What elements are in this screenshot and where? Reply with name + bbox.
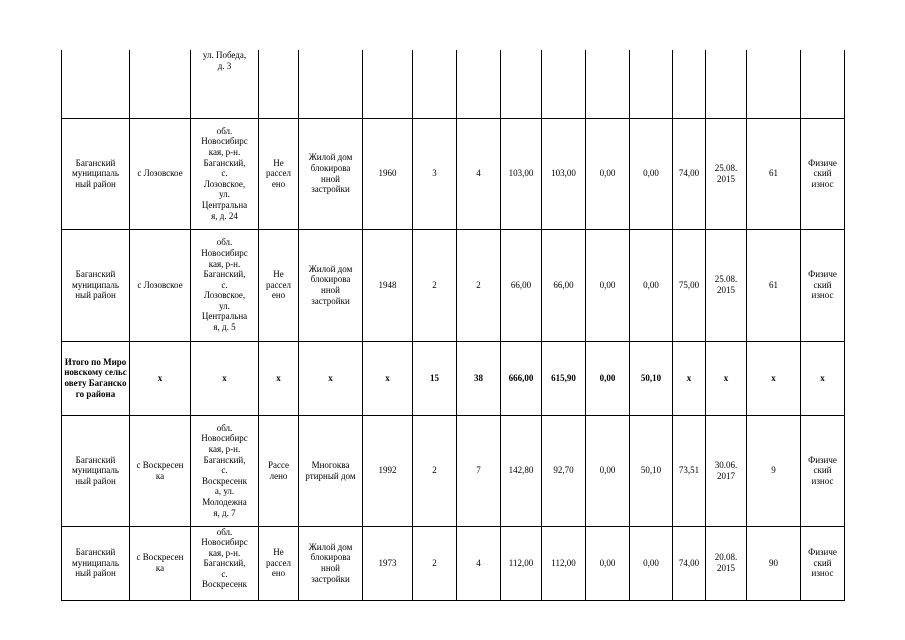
area-cell: 66,00 (542, 229, 586, 341)
wear-cell: 74,00 (673, 118, 706, 229)
district-cell: Баганский муниципаль ный район (62, 118, 130, 229)
table-row (62, 50, 845, 118)
area-total-cell: 142,80 (501, 415, 542, 526)
area-cell: 0,00 (586, 229, 630, 341)
number-cell: 90 (747, 526, 801, 600)
count-cell: 4 (457, 118, 501, 229)
wear-cell: 73,51 (673, 415, 706, 526)
status-cell: Не рассел ено (259, 229, 299, 341)
date-cell: 30.06. 2017 (706, 415, 747, 526)
number-cell: 9 (747, 415, 801, 526)
table-row (62, 118, 845, 229)
total-row: Итого по Мироновскому сельсовету Баганского района x x x x x 15 38 666,00 615,90 0,00 50,10 x x x x (62, 341, 845, 415)
number-cell: 61 (747, 118, 801, 229)
number-cell: 61 (747, 229, 801, 341)
count-cell: 2 (413, 415, 457, 526)
address-cell: ул. Победа, д. 3 (191, 50, 259, 118)
total-label-cell: Итого по Мироновскому сельсовету Баганского района (62, 341, 130, 415)
year-cell: 1992 (363, 415, 413, 526)
area-total-cell: 666,00 (501, 341, 542, 415)
district-cell: Баганский муниципаль ный район (62, 415, 130, 526)
count-cell: 15 (413, 341, 457, 415)
address-cell: обл. Новосибирс кая, р-н. Баганский, с. Лозовское, ул. Центральна я, д. 5 (191, 229, 259, 341)
settlement-cell: с Воскресен ка (130, 415, 191, 526)
area-cell: 50,10 (630, 415, 673, 526)
table-row (62, 526, 845, 600)
count-cell: 38 (457, 341, 501, 415)
table-row (62, 229, 845, 341)
date-cell: 25.08. 2015 (706, 229, 747, 341)
settlement-cell: с Лозовское (130, 118, 191, 229)
date-cell: 25.08. 2015 (706, 118, 747, 229)
housing-register-table (61, 50, 845, 601)
settlement-cell: с Воскресен ка (130, 526, 191, 600)
date-cell: 20.08. 2015 (706, 526, 747, 600)
area-cell: 50,10 (630, 341, 673, 415)
count-cell: 2 (413, 526, 457, 600)
table-row (62, 415, 845, 526)
reason-cell: Физиче ский износ (801, 526, 845, 600)
district-cell: Баганский муниципаль ный район (62, 229, 130, 341)
house-type-cell: Жилой дом блокирова нной застройки (299, 526, 363, 600)
reason-cell: Физиче ский износ (801, 118, 845, 229)
address-cell: обл. Новосибирс кая, р-н. Баганский, с. Воскресенк (191, 526, 259, 600)
count-cell: 2 (413, 229, 457, 341)
reason-cell: Физиче ский износ (801, 415, 845, 526)
area-total-cell: 103,00 (501, 118, 542, 229)
wear-cell: 75,00 (673, 229, 706, 341)
area-cell: 0,00 (586, 118, 630, 229)
area-cell: 92,70 (542, 415, 586, 526)
count-cell: 4 (457, 526, 501, 600)
address-cell: обл. Новосибирс кая, р-н. Баганский, с. Лозовское, ул. Центральна я, д. 24 (191, 118, 259, 229)
area-cell: 112,00 (542, 526, 586, 600)
area-cell: 0,00 (630, 118, 673, 229)
area-total-cell: 112,00 (501, 526, 542, 600)
area-total-cell: 66,00 (501, 229, 542, 341)
area-cell: 0,00 (630, 526, 673, 600)
area-cell: 0,00 (586, 341, 630, 415)
count-cell: 2 (457, 229, 501, 341)
settlement-cell: с Лозовское (130, 229, 191, 341)
area-cell: 0,00 (586, 415, 630, 526)
house-type-cell: Жилой дом блокирова нной застройки (299, 118, 363, 229)
status-cell: Не рассел ено (259, 526, 299, 600)
count-cell: 3 (413, 118, 457, 229)
count-cell: 7 (457, 415, 501, 526)
status-cell: Рассе лено (259, 415, 299, 526)
address-cell: обл. Новосибирс кая, р-н. Баганский, с. Воскресенк а, ул. Молодежна я, д. 7 (191, 415, 259, 526)
area-cell: 0,00 (630, 229, 673, 341)
area-cell: 0,00 (586, 526, 630, 600)
status-cell: Не рассел ено (259, 118, 299, 229)
reason-cell: Физиче ский износ (801, 229, 845, 341)
wear-cell: 74,00 (673, 526, 706, 600)
house-type-cell: Многоква ртирный дом (299, 415, 363, 526)
year-cell: 1948 (363, 229, 413, 341)
year-cell: 1973 (363, 526, 413, 600)
area-cell: 615,90 (542, 341, 586, 415)
year-cell: 1960 (363, 118, 413, 229)
district-cell: Баганский муниципаль ный район (62, 526, 130, 600)
house-type-cell: Жилой дом блокирова нной застройки (299, 229, 363, 341)
area-cell: 103,00 (542, 118, 586, 229)
